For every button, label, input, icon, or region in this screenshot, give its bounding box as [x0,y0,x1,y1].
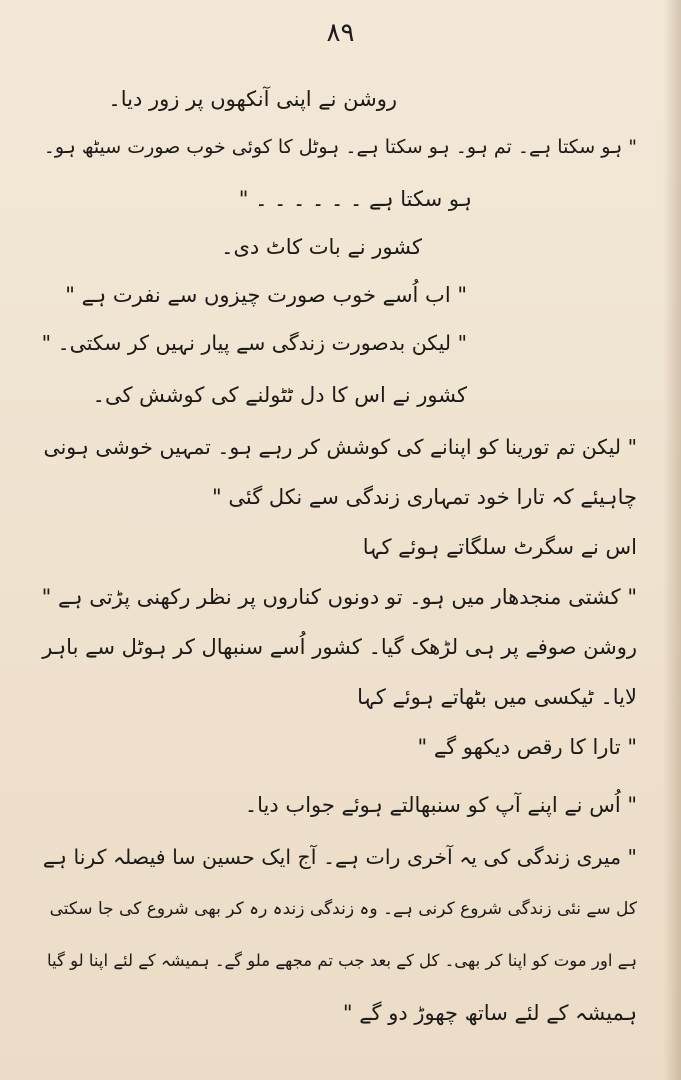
text-line: " کشتی منجدھار میں ہو۔ تو دونوں کناروں پر نظر رکھنی پڑتی ہے " [41,585,637,609]
text-line: ہمیشہ کے لئے ساتھ چھوڑ دو گے " [342,1001,637,1025]
text-line: ہے اور موت کو اپنا کر بھی۔ کل کے بعد جب تم مجھے ملو گے۔ ہمیشہ کے لئے اپنا لو گیا [47,951,637,970]
text-line: کشور نے اس کا دل ٹٹولنے کی کوشش کی۔ [92,383,467,407]
page-number: ۸۹ [326,18,355,48]
text-line: روشن صوفے پر ہی لڑھک گیا۔ کشور اُسے سنبھال کر ہوٹل سے باہر [42,635,637,659]
text-line: لایا۔ ٹیکسی میں بٹھاتے ہوئے کہا [357,685,637,709]
text-line: کشور نے بات کاٹ دی۔ [221,235,422,259]
text-line: " تارا کا رقص دیکھو گے " [417,735,637,759]
text-line: روشن نے اپنی آنکھوں پر زور دیا۔ [108,87,397,111]
text-line: چاہیئے کہ تارا خود تمہاری زندگی سے نکل گئی " [212,485,637,509]
text-line: " ہو سکتا ہے۔ تم ہو۔ ہو سکتا ہے۔ ہوٹل کا کوئی خوب صورت سیٹھ ہو۔ [43,136,637,158]
text-line: " اب اُسے خوب صورت چیزوں سے نفرت ہے " [65,283,467,307]
text-line: " اُس نے اپنے آپ کو سنبھالتے ہوئے جواب دیا۔ [244,793,637,817]
text-line: ہو سکتا ہے ۔ ۔ ۔ ۔ ۔ ۔ " [238,187,472,211]
text-line: اس نے سگرٹ سلگاتے ہوئے کہا [362,535,637,559]
page-edge-shadow [663,0,681,1080]
text-line: کل سے نئی زندگی شروع کرنی ہے۔ وہ زندگی زندہ رہ کر بھی شروع کی جا سکتی [49,899,637,919]
text-line: " میری زندگی کی یہ آخری رات ہے۔ آج ایک حسین سا فیصلہ کرنا ہے [42,845,637,869]
text-line: " لیکن تم تورینا کو اپنانے کی کوشش کر رہے ہو۔ تمہیں خوشی ہونی [43,435,637,459]
text-line: " لیکن بدصورت زندگی سے پیار نہیں کر سکتی۔ " [41,331,467,355]
